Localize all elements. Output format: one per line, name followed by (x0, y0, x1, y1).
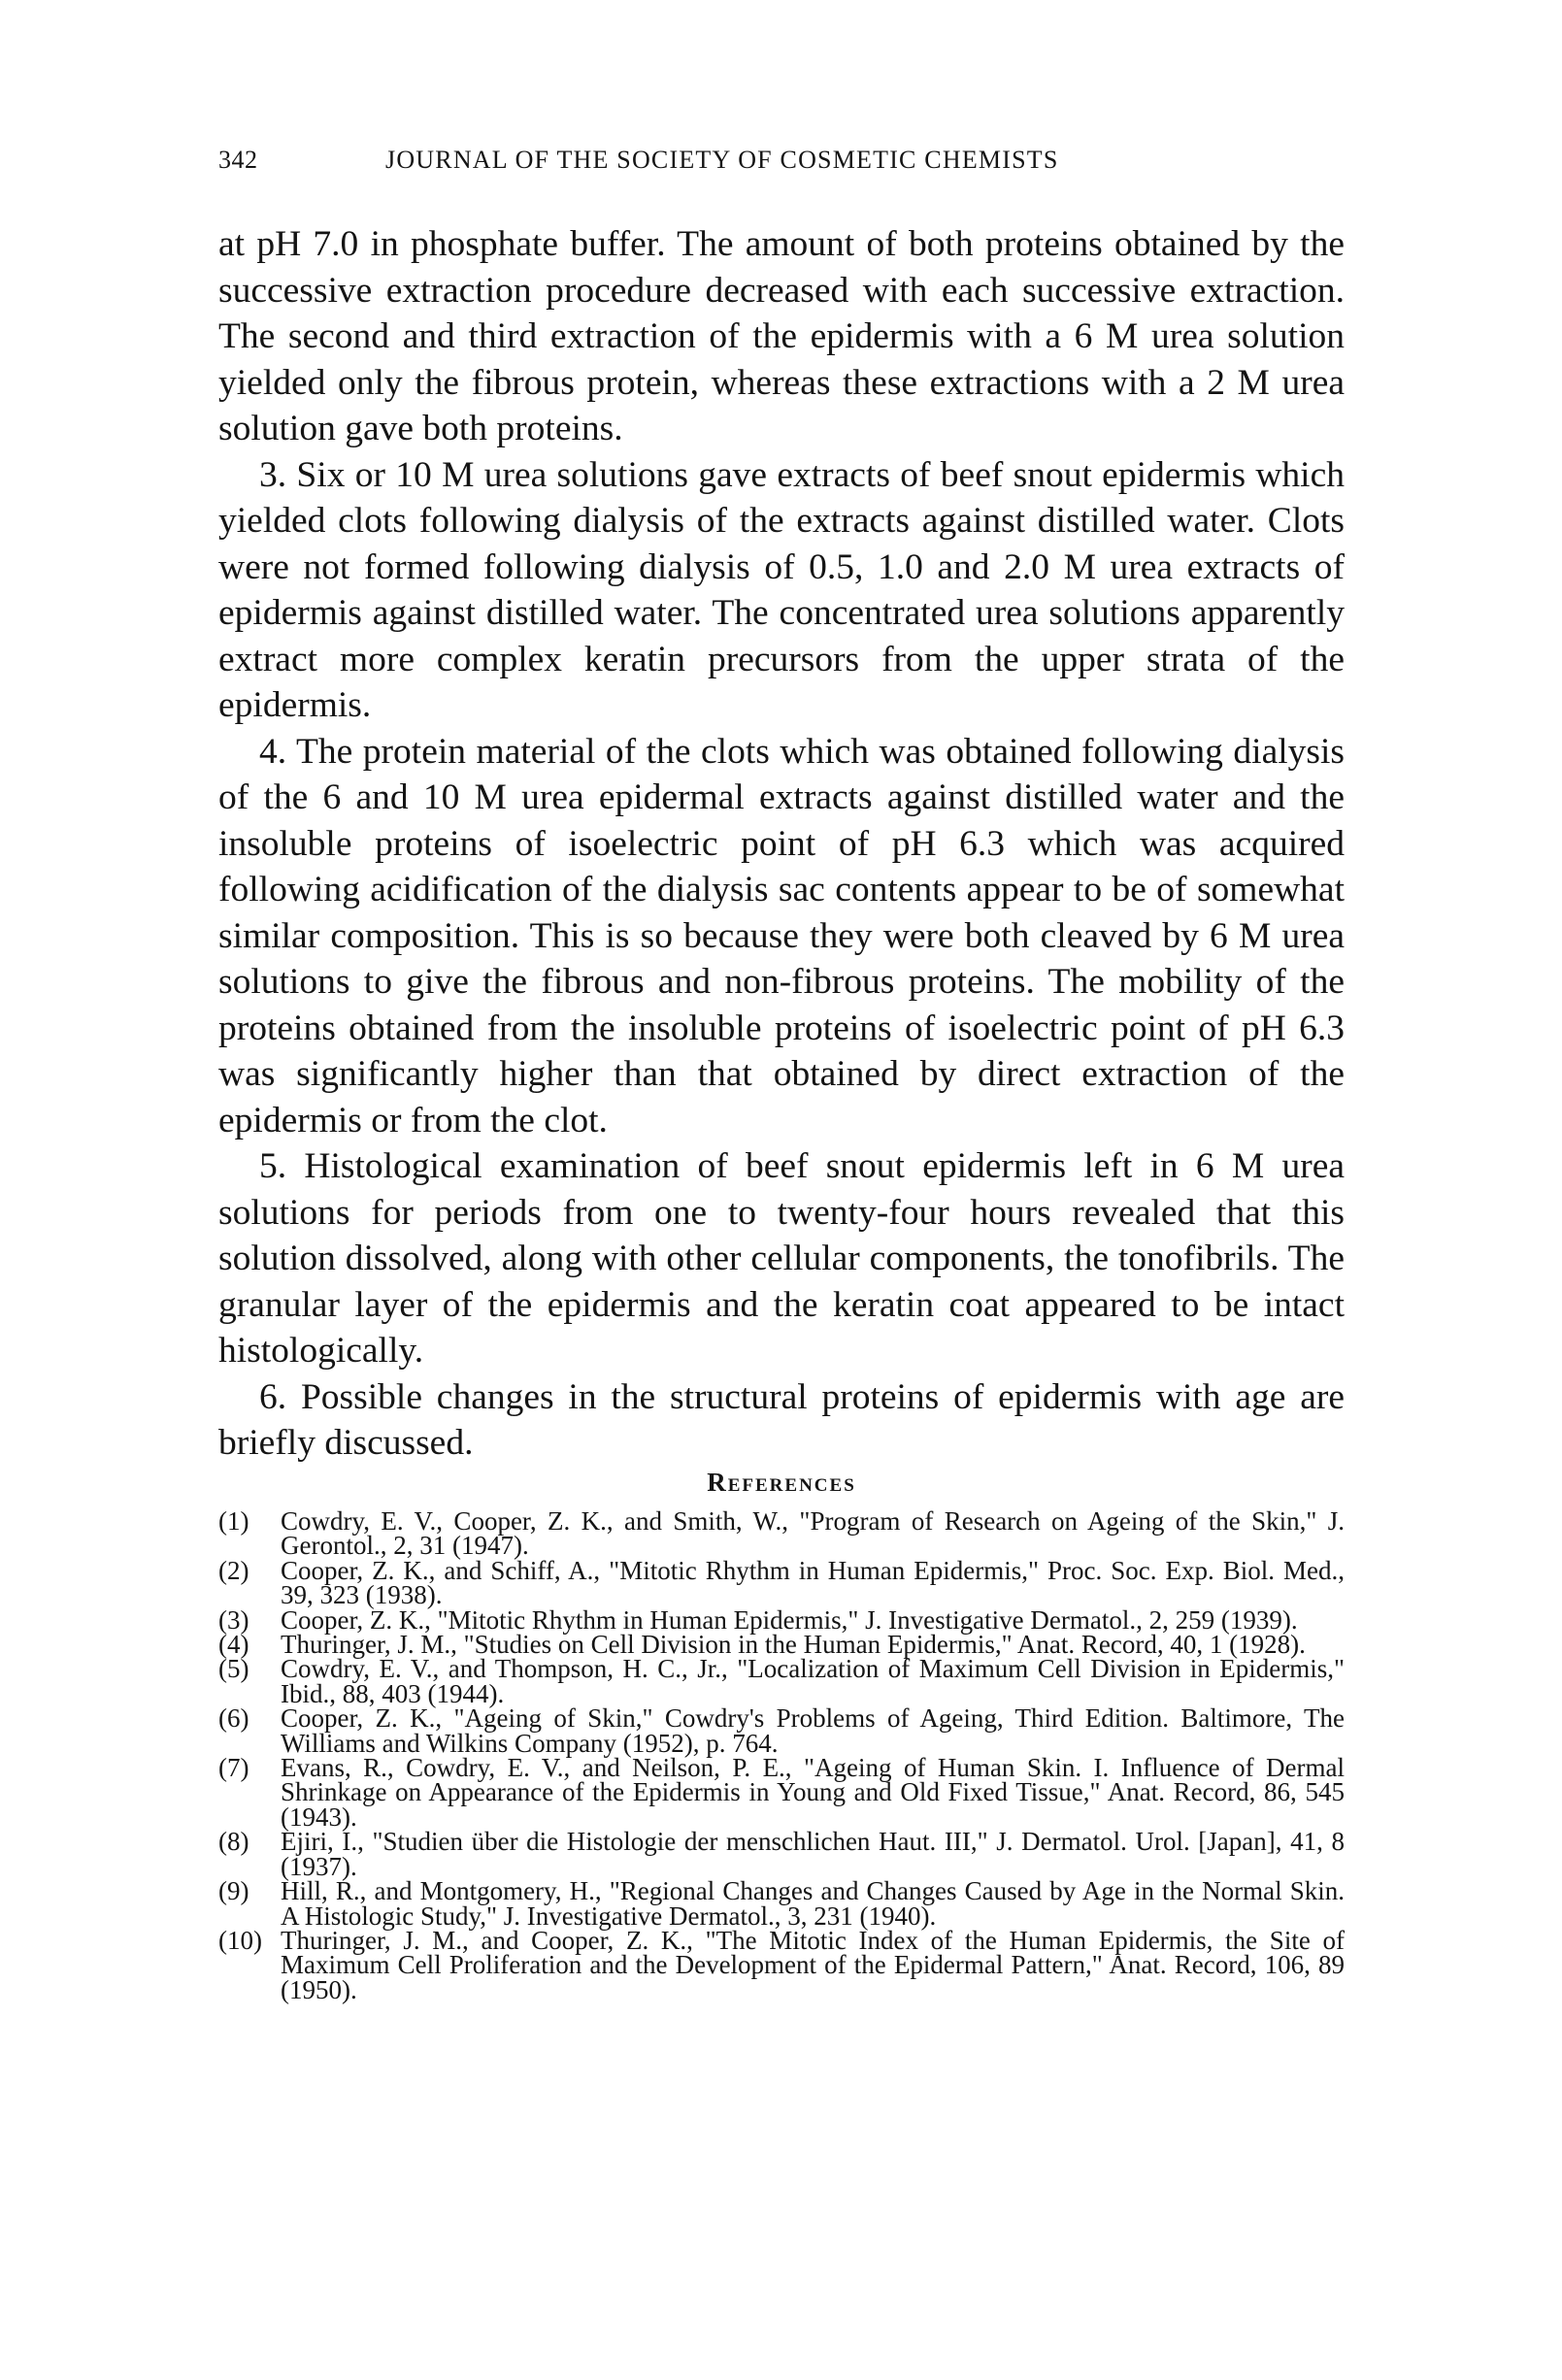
paragraph: 3. Six or 10 M urea solutions gave extracts of beef snout epidermis which yielded clots following dialysis of the extracts against distilled water. Clots were not formed following dialysis of 0.5, 1.0 and 2.0 M urea extracts of epidermis against distilled water. The concentrated urea solutions apparently extract more complex keratin precursors from the upper strata of the epidermis. (218, 454, 1345, 725)
paragraph: 6. Possible changes in the structural proteins of epidermis with age are briefly discussed. (218, 1376, 1345, 1463)
paragraph: 4. The protein material of the clots which was obtained following dialysis of the 6 and 10 M urea epidermal extracts against distilled water and the insoluble proteins of isoelectric point of pH 6.3 which was acquired following acidification of the dialysis sac contents appear to be of somewhat similar composition. This is so because they were both cleaved by 6 M urea solutions to give the fibrous and non-fibrous proteins. The mobility of the proteins obtained from the insoluble proteins of isoelectric point of pH 6.3 was significantly higher than that obtained by direct extraction of the epidermis or from the clot. (218, 731, 1345, 1140)
reference-number: (8) (218, 1827, 249, 1857)
reference-text: Cowdry, E. V., Cooper, Z. K., and Smith, W., "Program of Research on Ageing of the Skin," J. Gerontol., 2, 31 (1947). (281, 1506, 1345, 1561)
reference-text: Thuringer, J. M., "Studies on Cell Division in the Human Epidermis," Anat. Record, 40, 1 (1928). (281, 1630, 1306, 1660)
reference-item (218, 1876, 1345, 1931)
reference-item (218, 1753, 1345, 1832)
reference-number: (3) (218, 1604, 249, 1635)
reference-text: Cooper, Z. K., "Mitotic Rhythm in Human Epidermis," J. Investigative Dermatol., 2, 259 (1939). (281, 1604, 1298, 1635)
body-text (218, 221, 1345, 1467)
paragraph: at pH 7.0 in phosphate buffer. The amount of both proteins obtained by the successive extraction procedure decreased with each successive extraction. The second and third extraction of the epidermis with a 6 M urea solution yielded only the fibrous protein, whereas these extractions with a 2 M urea solution gave both proteins. (218, 224, 1345, 448)
reference-text: Evans, R., Cowdry, E. V., and Neilson, P. E., "Ageing of Human Skin. I. Influence of Dermal Shrinkage on Appearance of the Epidermis in Young and Old Fixed Tissue," Anat. Record, 86, 545 (1943). (281, 1753, 1345, 1832)
reference-item (218, 1827, 1345, 1881)
reference-number: (5) (218, 1654, 249, 1684)
reference-item (218, 1506, 1345, 1561)
reference-text: Cooper, Z. K., "Ageing of Skin," Cowdry's Problems of Ageing, Third Edition. Baltimore, The Williams and Wilkins Company (1952), p. 764. (281, 1703, 1345, 1758)
page-number: 342 (218, 146, 258, 174)
reference-text: Cooper, Z. K., and Schiff, A., "Mitotic Rhythm in Human Epidermis," Proc. Soc. Exp. Biol. Med., 39, 323 (1938). (281, 1555, 1345, 1610)
reference-number: (6) (218, 1703, 249, 1734)
reference-item (218, 1555, 1345, 1610)
page-header (218, 146, 1345, 184)
running-title: JOURNAL OF THE SOCIETY OF COSMETIC CHEMISTS (385, 146, 1059, 174)
reference-number: (2) (218, 1555, 249, 1585)
reference-text: Thuringer, J. M., and Cooper, Z. K., "The Mitotic Index of the Human Epidermis, the Site of Maximum Cell Proliferation and the Development of the Epidermal Pattern," Anat. Record, 106, 89 (1950). (281, 1925, 1345, 2004)
reference-number: (7) (218, 1753, 249, 1783)
reference-number: (10) (218, 1925, 262, 1955)
references-heading: References (707, 1468, 856, 1497)
reference-number: (9) (218, 1876, 249, 1906)
reference-item (218, 1703, 1345, 1758)
reference-text: Ejiri, I., "Studien über die Histologie der menschlichen Haut. III," J. Dermatol. Urol. [Japan], 41, 8 (1937). (281, 1827, 1345, 1881)
references-list (218, 1506, 1345, 2004)
paragraph: 5. Histological examination of beef snout epidermis left in 6 M urea solutions for periods from one to twenty-four hours revealed that this solution dissolved, along with other cellular components, the tonofibrils. The granular layer of the epidermis and the keratin coat appeared to be intact histologically. (218, 1146, 1345, 1371)
reference-number: (4) (218, 1630, 249, 1660)
reference-item (218, 1654, 1345, 1708)
reference-text: Hill, R., and Montgomery, H., "Regional Changes and Changes Caused by Age in the Normal Skin. A Histologic Study," J. Investigative Dermatol., 3, 231 (1940). (281, 1876, 1345, 1931)
reference-text: Cowdry, E. V., and Thompson, H. C., Jr., "Localization of Maximum Cell Division in Epidermis," Ibid., 88, 403 (1944). (281, 1654, 1345, 1708)
reference-item (218, 1925, 1345, 2004)
reference-number: (1) (218, 1506, 249, 1536)
